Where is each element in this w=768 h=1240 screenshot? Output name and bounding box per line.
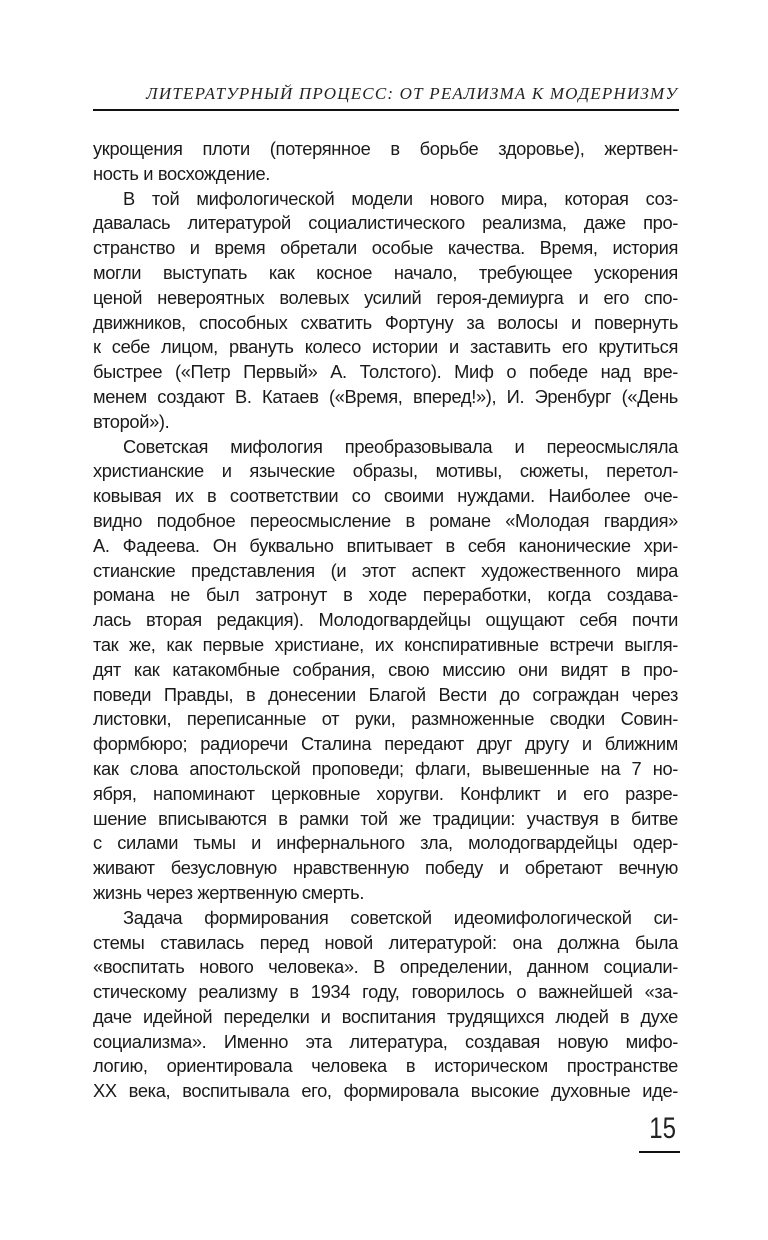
text-line: логию, ориентировала человека в историческом пространстве <box>93 1055 678 1077</box>
page-number: 15 <box>649 1112 676 1145</box>
text-line: поведи Правды, в донесении Благой Вести до сограждан через <box>93 683 678 705</box>
text-line: второй»). <box>93 410 170 432</box>
text-line: социализма». Именно эта литература, создавая новую мифо- <box>93 1030 678 1052</box>
text-line: стемы ставилась перед новой литературой: она должна была <box>93 931 678 953</box>
text-line: видно подобное переосмысление в романе «Молодая гвардия» <box>93 509 678 531</box>
text-line: ября, напоминают церковные хоругви. Конфликт и его разре- <box>93 782 678 804</box>
text-line: давалась литературой социалистического реализма, даже про- <box>93 212 678 234</box>
text-line: В той мифологической модели нового мира, которая соз- <box>123 187 678 209</box>
text-line: так же, как первые христиане, их конспиративные встречи выгля- <box>93 633 678 655</box>
paragraph <box>93 435 678 906</box>
text-line: «воспитать нового человека». В определении, данном социали- <box>93 956 678 978</box>
text-line: стианские представления (и этот аспект художественного мира <box>93 559 678 581</box>
text-line: как слова апостольской проповеди; флаги, вывешенные на 7 но- <box>93 757 678 779</box>
body-text <box>93 137 678 1104</box>
paragraph <box>93 187 678 435</box>
text-line: ковывая их в соответствии со своими нуждами. Наиболее оче- <box>93 485 678 507</box>
text-line: Советская мифология преобразовывала и переосмысляла <box>123 435 678 457</box>
text-line: менем создают В. Катаев («Время, вперед!»), И. Эренбург («День <box>93 385 678 407</box>
running-header: ЛИТЕРАТУРНЫЙ ПРОЦЕСС: ОТ РЕАЛИЗМА К МОДЕРНИЗМУ <box>146 84 678 103</box>
text-line: ценой невероятных волевых усилий героя-демиурга и его спо- <box>93 286 678 308</box>
text-line: стическому реализму в 1934 году, говорилось о важнейшей «за- <box>93 981 678 1003</box>
paragraph <box>93 906 678 1104</box>
text-line: христианские и языческие образы, мотивы, сюжеты, перетол- <box>93 460 678 482</box>
text-line: лась вторая редакция). Молодогвардейцы ощущают себя почти <box>93 609 678 631</box>
text-line: Задача формирования советской идеомифологической си- <box>123 906 678 928</box>
text-line: дят как катакомбные собрания, свою миссию они видят в про- <box>93 658 678 680</box>
text-line: XX века, воспитывала его, формировала высокие духовные иде- <box>93 1080 678 1102</box>
paragraph <box>93 137 678 187</box>
text-line: формбюро; радиоречи Сталина передают друг другу и ближним <box>93 733 678 755</box>
text-line: ность и восхождение. <box>93 162 270 184</box>
text-line: живают безусловную нравственную победу и обретают вечную <box>93 857 678 879</box>
text-line: могли выступать как косное начало, требующее ускорения <box>93 261 678 283</box>
text-line: к себе лицом, рвануть колесо истории и заставить его крутиться <box>93 336 678 358</box>
text-line: быстрее («Петр Первый» А. Толстого). Миф о победе над вре- <box>93 361 678 383</box>
text-line: А. Фадеева. Он буквально впитывает в себя канонические хри- <box>93 534 678 556</box>
text-line: романа не был затронут в ходе переработки, когда создава- <box>93 584 678 606</box>
text-line: движников, способных схватить Фортуну за волосы и повернуть <box>93 311 678 333</box>
text-line: листовки, переписанные от руки, размноженные сводки Совин- <box>93 708 678 730</box>
text-line: шение вписываются в рамки той же традиции: участвуя в битве <box>93 807 678 829</box>
text-line: даче идейной переделки и воспитания трудящихся людей в духе <box>93 1005 678 1027</box>
text-line: с силами тьмы и инфернального зла, молодогвардейцы одер- <box>93 832 678 854</box>
header-rule <box>93 109 679 111</box>
text-line: укрощения плоти (потерянное в борьбе здоровье), жертвен- <box>93 138 678 159</box>
text-line: жизнь через жертвенную смерть. <box>93 881 365 903</box>
text-line: странство и время обретали особые качества. Время, история <box>93 237 678 259</box>
footer-rule <box>639 1151 680 1153</box>
